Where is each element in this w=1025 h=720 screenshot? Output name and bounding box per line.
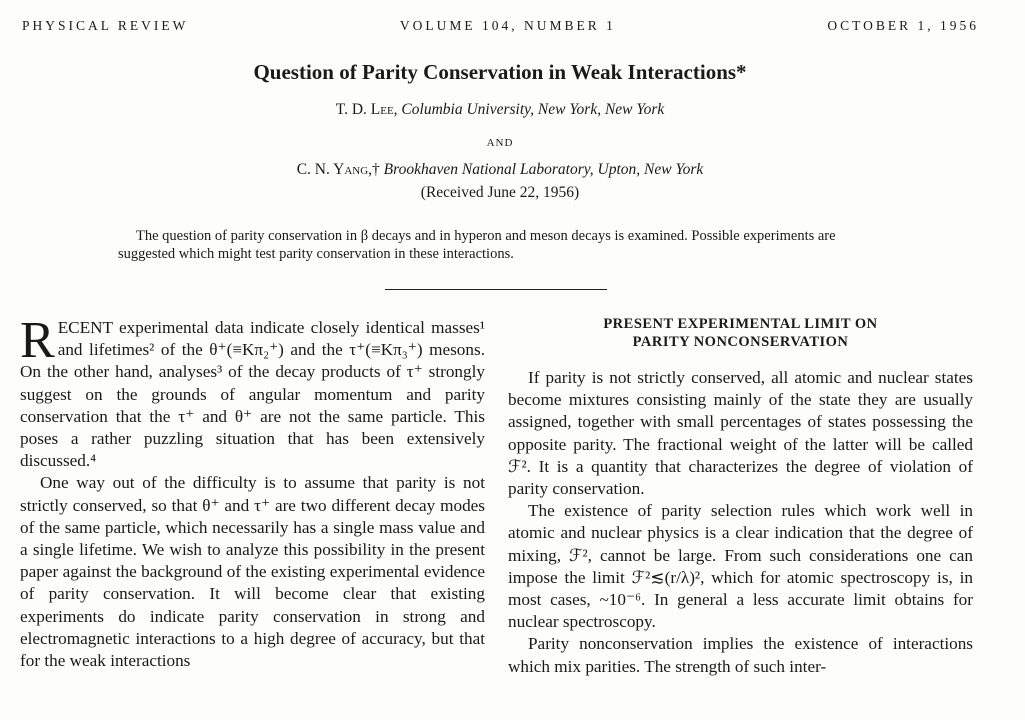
right-paragraph-1: If parity is not strictly conserved, all atomic and nuclear states become mixtures consisting mainly of the state they are usually assigned, together with small percentages of states possessing the opposite parity. The fractional weight of the latter will be called ℱ². It is a quantity that characterizes the degree of violation of parity conservation. <box>508 368 973 499</box>
and-separator: AND <box>486 137 514 149</box>
author-2 <box>0 161 1000 179</box>
section-heading <box>508 316 973 351</box>
drop-cap: R <box>20 312 55 369</box>
running-head <box>22 18 979 34</box>
intro-paragraph <box>20 312 485 472</box>
left-column <box>20 312 485 672</box>
paper-title: Question of Parity Conservation in Weak Interactions* <box>253 60 747 84</box>
author-2-affiliation: Brookhaven National Laboratory, Upton, New York <box>383 161 704 178</box>
section-heading-line-1: PRESENT EXPERIMENTAL LIMIT ON <box>603 316 878 332</box>
author-1 <box>0 101 1000 119</box>
author-1-name: T. D. Lee, <box>335 101 398 118</box>
section-heading-line-2: PARITY NONCONSERVATION <box>632 333 849 350</box>
author-2-name: C. N. Yang,† <box>296 161 380 178</box>
intro-paragraph-text: ECENT experimental data indicate closely identical masses¹ and lifetimes² of the θ⁺(≡Kπ₂⁺) and the τ⁺(≡Kπ₃⁺) mesons. On the other hand, analyses³ of the decay products of τ⁺ strongly suggest on the grounds of angular momentum and parity conservation that the τ⁺ and θ⁺ are not the same particle. This poses a rather puzzling situation that has been extensively discussed.⁴ <box>20 318 485 471</box>
abstract: The question of parity conservation in β decays and in hyperon and meson decays is examined. Possible experiments are suggested which might test parity conservation in these interactions. <box>118 228 836 262</box>
issue-date: OCTOBER 1, 1956 <box>827 18 979 33</box>
author-1-affiliation: Columbia University, New York, New York <box>401 101 665 118</box>
journal-name: PHYSICAL REVIEW <box>22 18 189 33</box>
left-paragraph-2: One way out of the difficulty is to assume that parity is not strictly conserved, so that θ⁺ and τ⁺ are two different decay modes of the same particle, which necessarily has a single mass value and a single lifetime. We wish to analyze this possibility in the present paper against the background of the existing experimental evidence of parity conservation. It will become clear that existing experiments do indicate parity conservation in strong and electromagnetic interactions to a high degree of accuracy, but that for the weak interactions <box>20 473 485 671</box>
volume-number: VOLUME 104, NUMBER 1 <box>399 18 616 33</box>
received-date: (Received June 22, 1956) <box>420 184 580 201</box>
right-paragraph-2: The existence of parity selection rules which work well in atomic and nuclear physics is a clear indication that the degree of mixing, ℱ², cannot be large. From such considerations one can impose the limit ℱ²≲(r/λ)², which for atomic spectroscopy is, in most cases, ~10⁻⁶. In general a less accurate limit obtains for nuclear spectroscopy. <box>508 501 973 632</box>
right-paragraph-3: Parity nonconservation implies the existence of interactions which mix parities. The strength of such inter- <box>508 634 973 676</box>
right-column <box>508 316 973 678</box>
divider-rule <box>385 289 607 290</box>
